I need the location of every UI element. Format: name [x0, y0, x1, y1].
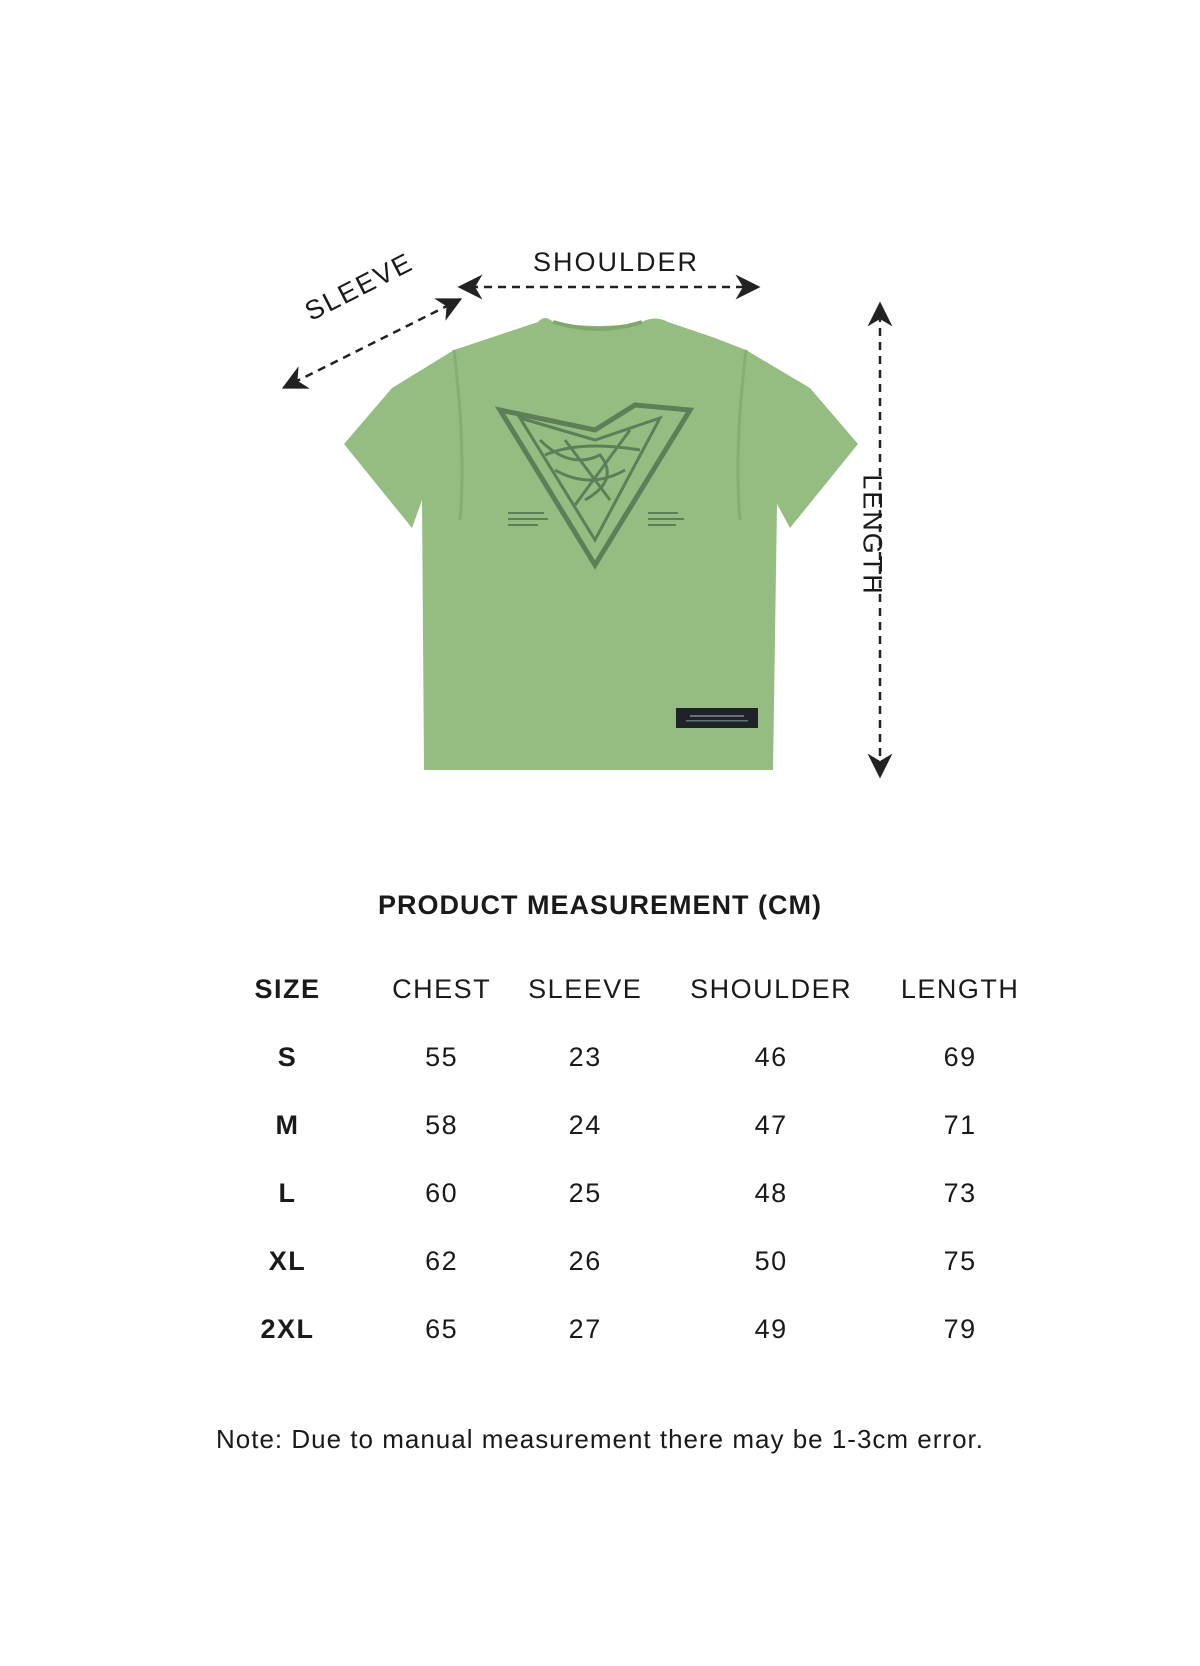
- cell-length: 69: [943, 1041, 977, 1072]
- cell-sleeve: 27: [568, 1313, 602, 1344]
- tshirt-shape: [344, 318, 858, 770]
- table-row: [200, 1159, 1040, 1227]
- table-header-row: [200, 955, 1040, 1023]
- table-row: [200, 1023, 1040, 1091]
- cell-length: 73: [943, 1177, 977, 1208]
- sleeve-label: SLEEVE: [300, 246, 418, 327]
- cell-chest: 55: [425, 1041, 459, 1072]
- cell-length: 79: [943, 1313, 977, 1344]
- cell-size: L: [278, 1177, 297, 1208]
- cell-shoulder: 47: [754, 1109, 788, 1140]
- brand-tag: [676, 708, 758, 728]
- measurement-title: PRODUCT MEASUREMENT (CM): [378, 890, 822, 920]
- cell-size: 2XL: [260, 1313, 315, 1344]
- size-table: [200, 955, 1040, 1363]
- cell-size: M: [275, 1109, 300, 1140]
- tshirt-diagram: [0, 0, 1200, 800]
- cell-sleeve: 25: [568, 1177, 602, 1208]
- table-row: [200, 1227, 1040, 1295]
- table-row: [200, 1091, 1040, 1159]
- table-row: [200, 1295, 1040, 1363]
- cell-sleeve: 26: [568, 1245, 602, 1276]
- cell-chest: 65: [425, 1313, 459, 1344]
- header-sleeve: SLEEVE: [528, 973, 643, 1004]
- cell-length: 75: [943, 1245, 977, 1276]
- header-shoulder: SHOULDER: [690, 973, 853, 1004]
- header-size: SIZE: [254, 973, 321, 1004]
- cell-size: XL: [268, 1245, 307, 1276]
- shoulder-label: SHOULDER: [533, 247, 700, 277]
- cell-sleeve: 23: [568, 1041, 602, 1072]
- cell-length: 71: [943, 1109, 977, 1140]
- measurement-note: Note: Due to manual measurement there may be 1-3cm error.: [216, 1424, 984, 1454]
- header-length: LENGTH: [900, 973, 1020, 1004]
- cell-chest: 58: [425, 1109, 459, 1140]
- cell-shoulder: 48: [754, 1177, 788, 1208]
- header-chest: CHEST: [392, 973, 492, 1004]
- length-label: LENGTH: [857, 474, 888, 596]
- size-diagram: [0, 0, 1200, 800]
- cell-sleeve: 24: [568, 1109, 602, 1140]
- cell-shoulder: 46: [754, 1041, 788, 1072]
- cell-shoulder: 49: [754, 1313, 788, 1344]
- cell-shoulder: 50: [754, 1245, 788, 1276]
- cell-chest: 60: [425, 1177, 459, 1208]
- cell-size: S: [277, 1041, 298, 1072]
- cell-chest: 62: [425, 1245, 459, 1276]
